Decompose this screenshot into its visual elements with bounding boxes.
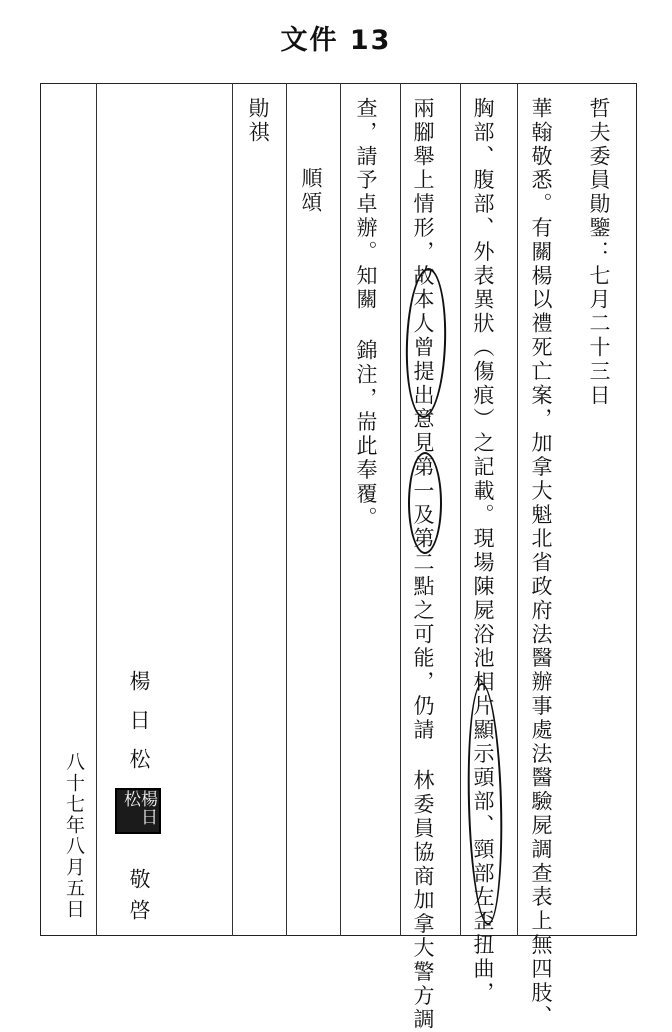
column-rule [517,83,518,936]
body-line-1: 華翰敬悉。有關楊以禮死亡案，加拿大魁北省政府法醫辦事處法醫驗屍調查表上無四肢、 [529,97,553,1030]
closing-greeting: 順頌 [299,167,323,215]
column-rule [286,83,287,936]
column-rule [460,83,461,936]
signature-respect: 敬啓 [127,868,151,930]
body-line-2: 胸部、腹部、外表異狀（傷痕）之記載。現場陳屍浴池相片顯示頭部、頸部左歪扭曲， [471,97,495,1006]
column-rule [340,83,341,936]
document-title: 文件 13 [280,25,392,56]
seal-text: 楊日松 [120,790,157,826]
letter-date: 八十七年八月五日 [63,752,85,920]
seal-stamp [115,788,161,834]
body-line-3: 兩腳舉上情形，故本人曾提出意見第一及第二點之可能，仍請 林委員協商加拿大警方調 [411,97,435,1032]
closing-blessing: 勛祺 [246,97,270,145]
highlight-oval [408,452,442,554]
column-rule [400,83,401,936]
column-rule [232,83,233,936]
column-rule [96,83,97,936]
signature-name: 楊日松 [127,670,151,787]
salutation-line: 哲夫委員勛鑒：七月二十三日 [587,97,611,408]
body-line-4: 查，請予卓辦。知關 錦注，耑此奉覆。 [354,97,378,531]
